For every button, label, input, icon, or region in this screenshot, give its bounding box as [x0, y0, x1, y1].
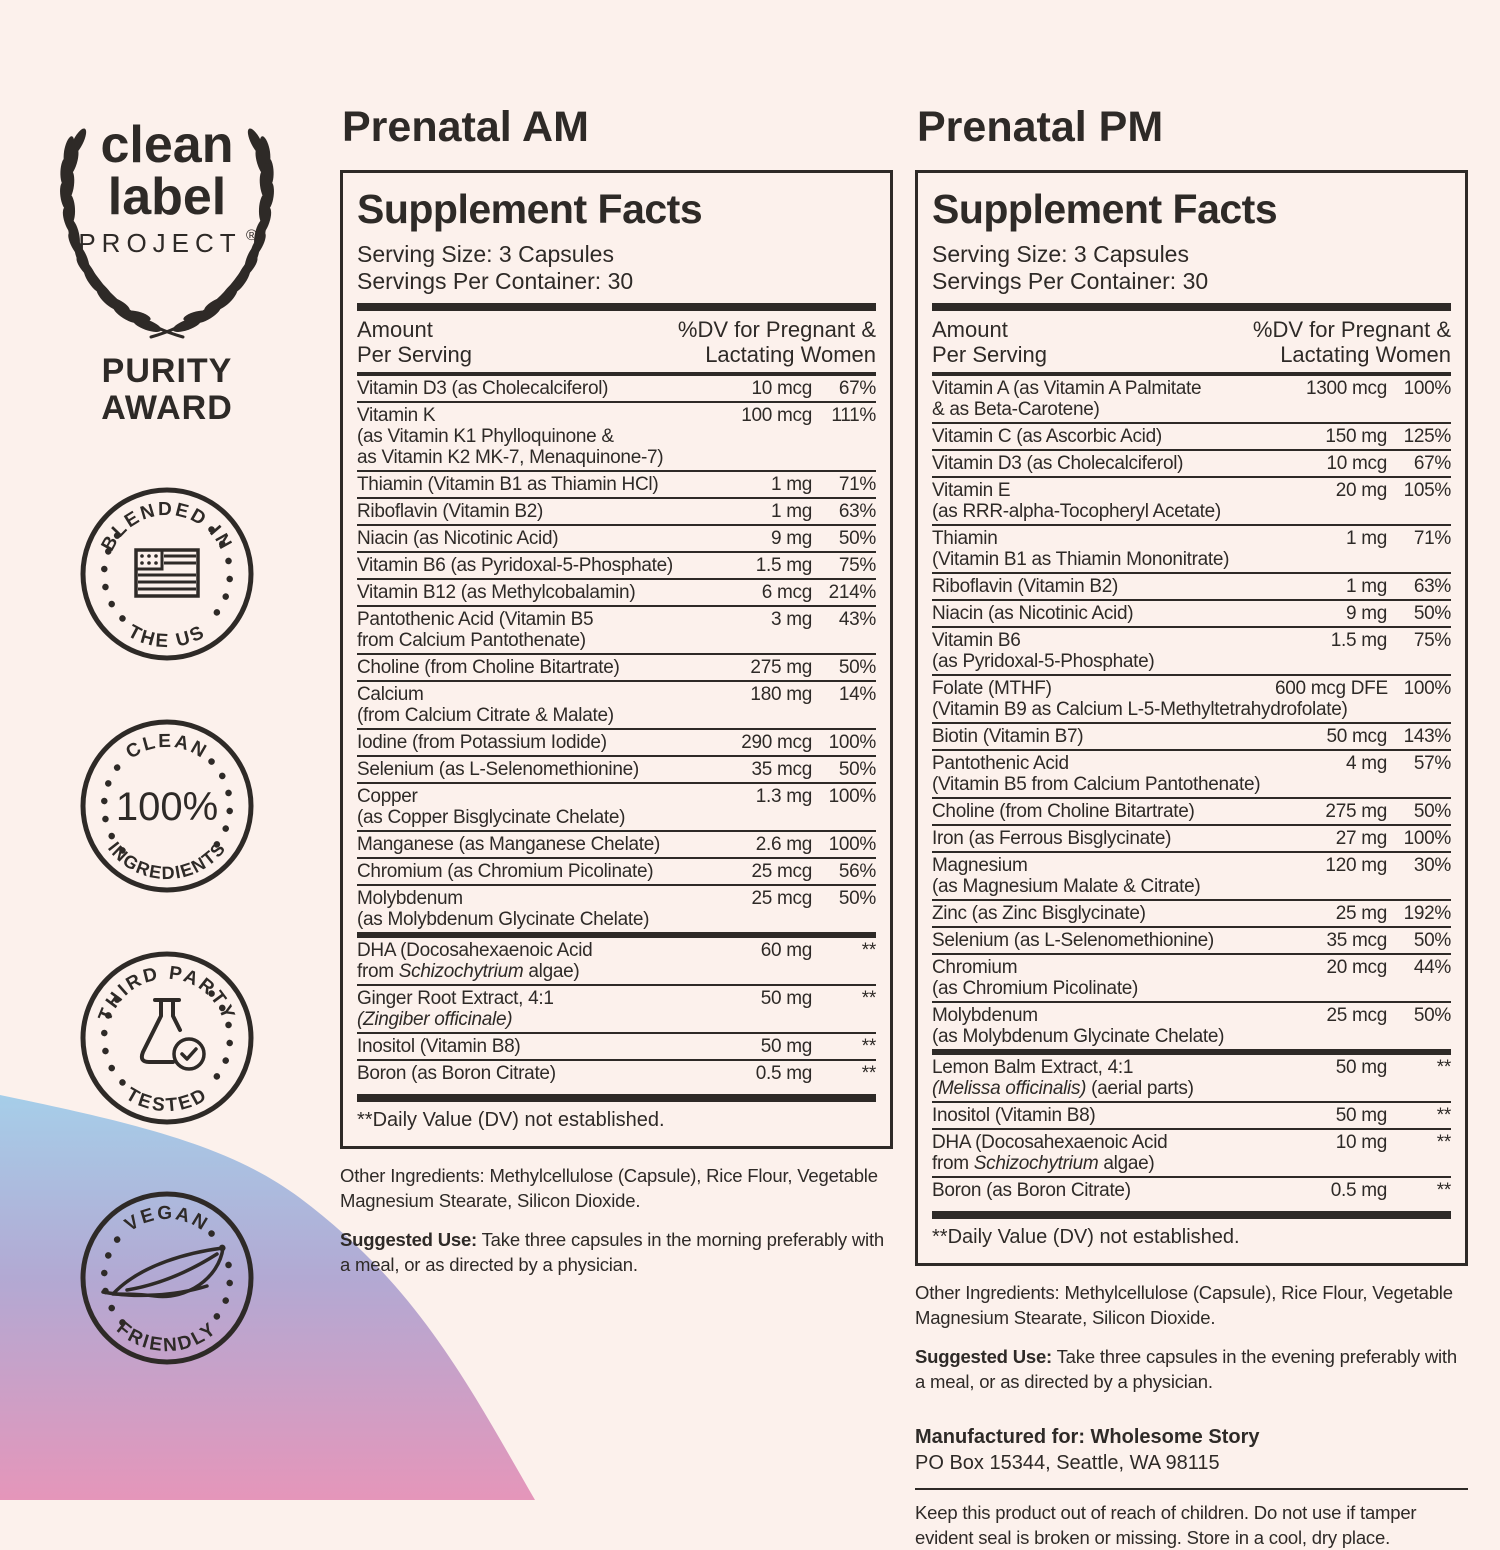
- nutrient-dv: 100%: [1403, 828, 1451, 849]
- table-row: [932, 1049, 1451, 1101]
- nutrient-name: Thiamin (Vitamin B1 as Thiamin Mononitrate): [932, 528, 1230, 570]
- nutrient-dv: 14%: [838, 684, 876, 705]
- nutrient-dv: 75%: [838, 555, 876, 576]
- nutrient-name: Riboflavin (Vitamin B2): [357, 501, 543, 522]
- nutrient-table: [932, 376, 1451, 1203]
- nutrient-name: Vitamin A (as Vitamin A Palmitate & as Beta-Carotene): [932, 378, 1202, 420]
- other-ingredients: Other Ingredients: Methylcellulose (Capsule), Rice Flour, Vegetable Magnesium Stearate, Silicon Dioxide.: [915, 1282, 1453, 1328]
- nutrient-name: Manganese (as Manganese Chelate): [357, 834, 661, 855]
- nutrient-name: Boron (as Boron Citrate): [932, 1180, 1131, 1201]
- table-row: [932, 449, 1451, 476]
- nutrient-name: Vitamin B12 (as Methylcobalamin): [357, 582, 636, 603]
- svg-text:VEGAN: [121, 1203, 212, 1236]
- nutrient-dv: 143%: [1403, 726, 1451, 747]
- table-row: [357, 524, 876, 551]
- table-row: [932, 476, 1451, 524]
- nutrient-amount: 10 mg: [1335, 1132, 1387, 1153]
- nutrient-name: Lemon Balm Extract, 4:1 (Melissa officinalis) (aerial parts): [932, 1057, 1194, 1099]
- nutrient-amount: 50 mg: [760, 988, 812, 1009]
- purity-award-text: PURITY AWARD: [101, 352, 233, 427]
- suggested-use: Suggested Use: Take three capsules in the evening preferably with a meal, or as directed by a physician.: [915, 1346, 1457, 1392]
- table-row: [357, 755, 876, 782]
- manufactured-for: Manufactured for: Wholesome Story: [915, 1426, 1260, 1448]
- nutrient-name: Choline (from Choline Bitartrate): [357, 657, 620, 678]
- panel-title-pm: Prenatal PM: [917, 103, 1164, 151]
- table-row: [932, 1176, 1451, 1203]
- table-row: [357, 728, 876, 755]
- us-flag-icon: [136, 550, 198, 596]
- vegan-friendly-badge: [79, 1190, 255, 1366]
- nutrient-name: Copper (as Copper Bisglycinate Chelate): [357, 786, 626, 828]
- clp-word-clean: clean: [100, 116, 234, 174]
- nutrient-dv: 67%: [838, 378, 876, 399]
- nutrient-amount: 35 mcg: [751, 759, 812, 780]
- nutrient-name: Vitamin B6 (as Pyridoxal-5-Phosphate): [932, 630, 1155, 672]
- nutrient-dv: 50%: [1413, 801, 1451, 822]
- table-row: [357, 653, 876, 680]
- badge-bottom-label: TESTED: [122, 1083, 212, 1117]
- manufacturer-address: PO Box 15344, Seattle, WA 98115: [915, 1452, 1220, 1474]
- badge-bottom-label: FRIENDLY: [112, 1317, 222, 1357]
- badge-top-label: BLENDED IN: [97, 498, 237, 555]
- nutrient-amount: 275 mg: [750, 657, 812, 678]
- nutrient-dv: 71%: [838, 474, 876, 495]
- nutrient-name: Iron (as Ferrous Bisglycinate): [932, 828, 1172, 849]
- nutrient-dv: 67%: [1413, 453, 1451, 474]
- nutrient-amount: 120 mg: [1325, 855, 1387, 876]
- table-row: [932, 1001, 1451, 1049]
- serving-size: Serving Size: 3 Capsules: [932, 241, 1189, 267]
- clp-word-project: PROJECT: [78, 228, 242, 258]
- facts-title: Supplement Facts: [932, 186, 1278, 232]
- nutrient-dv: 111%: [831, 405, 876, 426]
- table-row: [357, 984, 876, 1032]
- nutrient-name: Selenium (as L-Selenomethionine): [932, 930, 1214, 951]
- nutrient-name: Biotin (Vitamin B7): [932, 726, 1084, 747]
- table-row: [932, 1128, 1451, 1176]
- nutrient-dv: 44%: [1413, 957, 1451, 978]
- table-row: [357, 680, 876, 728]
- nutrient-amount: 275 mg: [1325, 801, 1387, 822]
- nutrient-dv: 100%: [1403, 378, 1451, 399]
- nutrient-dv: 50%: [1413, 603, 1451, 624]
- table-row: [357, 470, 876, 497]
- nutrient-amount: 1 mg: [770, 501, 812, 522]
- table-row: [932, 599, 1451, 626]
- table-row: [932, 572, 1451, 599]
- nutrient-name: Molybdenum (as Molybdenum Glycinate Chelate): [357, 888, 650, 930]
- nutrient-dv: 100%: [828, 732, 876, 753]
- nutrient-name: Ginger Root Extract, 4:1 (Zingiber officinale): [357, 988, 554, 1030]
- nutrient-dv: 50%: [838, 759, 876, 780]
- nutrient-amount: 4 mg: [1345, 753, 1387, 774]
- nutrient-amount: 0.5 mg: [1330, 1180, 1387, 1201]
- nutrient-amount: 10 mcg: [751, 378, 812, 399]
- supplement-facts-panel-pm: [915, 170, 1468, 1266]
- nutrient-dv: 100%: [828, 786, 876, 807]
- nutrient-dv: **: [1436, 1132, 1451, 1153]
- nutrient-amount: 1.3 mg: [755, 786, 812, 807]
- nutrient-name: Inositol (Vitamin B8): [357, 1036, 521, 1057]
- table-row: [357, 830, 876, 857]
- nutrient-amount: 1 mg: [1345, 576, 1387, 597]
- table-row: [357, 1059, 876, 1086]
- nutrient-amount: 600 mcg DFE: [1275, 678, 1388, 699]
- nutrient-amount: 60 mg: [760, 940, 812, 961]
- panel-title-am: Prenatal AM: [342, 103, 589, 151]
- nutrient-amount: 20 mcg: [1326, 957, 1387, 978]
- nutrient-name: Molybdenum (as Molybdenum Glycinate Chelate): [932, 1005, 1225, 1047]
- nutrient-name: Boron (as Boron Citrate): [357, 1063, 556, 1084]
- table-row: [932, 524, 1451, 572]
- clean-label-project-badge: [24, 104, 310, 427]
- table-row: [932, 824, 1451, 851]
- nutrient-amount: 2.6 mg: [755, 834, 812, 855]
- registered-mark: ®: [246, 227, 258, 244]
- nutrient-name: DHA (Docosahexaenoic Acid from Schizochytrium algae): [357, 940, 593, 982]
- table-row: [932, 797, 1451, 824]
- nutrient-name: Vitamin C (as Ascorbic Acid): [932, 426, 1162, 447]
- nutrient-amount: 6 mcg: [761, 582, 812, 603]
- nutrient-name: Magnesium (as Magnesium Malate & Citrate): [932, 855, 1201, 897]
- third-party-tested-badge: [79, 950, 255, 1126]
- table-row: [932, 851, 1451, 899]
- blended-in-us-badge: [79, 486, 255, 662]
- nutrient-amount: 50 mg: [760, 1036, 812, 1057]
- nutrient-name: Vitamin D3 (as Cholecalciferol): [932, 453, 1184, 474]
- table-row: [932, 899, 1451, 926]
- nutrient-name: Selenium (as L-Selenomethionine): [357, 759, 639, 780]
- nutrient-amount: 25 mg: [1335, 903, 1387, 924]
- nutrient-name: Vitamin D3 (as Cholecalciferol): [357, 378, 609, 399]
- column-headers: Amount Per Serving %DV for Pregnant & Lactating Women: [357, 317, 876, 367]
- nutrient-dv: 57%: [1413, 753, 1451, 774]
- nutrient-name: Folate (MTHF) (Vitamin B9 as Calcium L-5-Methyltetrahydrofolate): [932, 678, 1348, 720]
- nutrient-name: Riboflavin (Vitamin B2): [932, 576, 1118, 597]
- nutrient-dv: 214%: [828, 582, 876, 603]
- nutrient-dv: 105%: [1403, 480, 1451, 501]
- nutrient-amount: 25 mcg: [751, 888, 812, 909]
- nutrient-dv: 50%: [1413, 930, 1451, 951]
- nutrient-dv: 30%: [1413, 855, 1451, 876]
- svg-text:THE US: [124, 621, 209, 652]
- nutrient-name: Iodine (from Potassium Iodide): [357, 732, 607, 753]
- nutrient-dv: **: [1436, 1057, 1451, 1078]
- suggested-use: Suggested Use: Take three capsules in the morning preferably with a meal, or as directed by a physician.: [340, 1229, 884, 1275]
- nutrient-amount: 50 mcg: [1326, 726, 1387, 747]
- nutrient-name: DHA (Docosahexaenoic Acid from Schizochytrium algae): [932, 1132, 1168, 1174]
- table-row: [357, 551, 876, 578]
- nutrient-dv: 100%: [828, 834, 876, 855]
- table-row: [932, 674, 1451, 722]
- table-row: [932, 1101, 1451, 1128]
- clean-ingredients-badge: [79, 718, 255, 894]
- nutrient-amount: 100 mcg: [741, 405, 812, 426]
- table-row: [357, 401, 876, 470]
- table-row: [932, 953, 1451, 1001]
- prenatal-am-column: [340, 104, 893, 1277]
- supplement-facts-panel-am: [340, 170, 893, 1149]
- table-row: [357, 857, 876, 884]
- table-row: [932, 422, 1451, 449]
- nutrient-table: [357, 376, 876, 1086]
- divider-thick: [932, 303, 1451, 311]
- table-row: [357, 605, 876, 653]
- badge-top-label: THIRD PARTY: [94, 962, 240, 1025]
- dv-footnote: **Daily Value (DV) not established.: [357, 1109, 665, 1131]
- divider-thick: [357, 1094, 876, 1102]
- table-row: [932, 749, 1451, 797]
- divider-thick: [932, 1211, 1451, 1219]
- dv-footnote: **Daily Value (DV) not established.: [932, 1226, 1240, 1248]
- prenatal-pm-column: [915, 104, 1468, 1550]
- table-row: [932, 926, 1451, 953]
- serving-size: Serving Size: 3 Capsules: [357, 241, 614, 267]
- nutrient-dv: 50%: [838, 528, 876, 549]
- clp-word-label: label: [107, 168, 227, 226]
- nutrient-name: Niacin (as Nicotinic Acid): [932, 603, 1134, 624]
- nutrient-dv: **: [1436, 1180, 1451, 1201]
- badge-top-label: CLEAN: [122, 730, 212, 764]
- nutrient-amount: 20 mg: [1335, 480, 1387, 501]
- nutrient-dv: 75%: [1413, 630, 1451, 651]
- flask-icon: [142, 1000, 204, 1069]
- nutrient-dv: 50%: [1413, 1005, 1451, 1026]
- manufacturer-info: [915, 1424, 1468, 1476]
- table-row: [932, 376, 1451, 422]
- nutrient-amount: 1.5 mg: [755, 555, 812, 576]
- nutrient-name: Niacin (as Nicotinic Acid): [357, 528, 559, 549]
- nutrient-amount: 1300 mcg: [1305, 378, 1387, 399]
- nutrient-amount: 27 mg: [1335, 828, 1387, 849]
- nutrient-dv: 56%: [838, 861, 876, 882]
- safety-warning: Keep this product out of reach of children. Do not use if tamper evident seal is broken or missing. Store in a cool, dry place.: [915, 1502, 1417, 1548]
- nutrient-amount: 35 mcg: [1326, 930, 1387, 951]
- table-row: [932, 626, 1451, 674]
- nutrient-amount: 9 mg: [770, 528, 812, 549]
- table-row: [357, 782, 876, 830]
- table-row: [357, 1032, 876, 1059]
- nutrient-dv: 50%: [838, 888, 876, 909]
- nutrient-name: Chromium (as Chromium Picolinate): [932, 957, 1139, 999]
- table-row: [932, 722, 1451, 749]
- nutrient-amount: 150 mg: [1325, 426, 1387, 447]
- nutrient-dv: 63%: [1413, 576, 1451, 597]
- nutrient-dv: **: [861, 1063, 876, 1084]
- nutrient-dv: 71%: [1413, 528, 1451, 549]
- nutrient-name: Vitamin K (as Vitamin K1 Phylloquinone & as Vitamin K2 MK-7, Menaquinone-7): [357, 405, 664, 468]
- nutrient-amount: 3 mg: [770, 609, 812, 630]
- nutrient-amount: 25 mcg: [1326, 1005, 1387, 1026]
- nutrient-dv: **: [861, 940, 876, 961]
- nutrient-amount: 0.5 mg: [755, 1063, 812, 1084]
- nutrient-amount: 50 mg: [1335, 1057, 1387, 1078]
- servings-per-container: Servings Per Container: 30: [932, 268, 1209, 294]
- nutrient-name: Thiamin (Vitamin B1 as Thiamin HCl): [357, 474, 659, 495]
- badge-bottom-label: INGREDIENTS: [104, 837, 230, 884]
- table-row: [357, 376, 876, 401]
- nutrient-amount: 1 mg: [1345, 528, 1387, 549]
- table-row: [357, 932, 876, 984]
- servings-per-container: Servings Per Container: 30: [357, 268, 634, 294]
- badge-bottom-label: THE US: [124, 621, 210, 653]
- nutrient-amount: 1 mg: [770, 474, 812, 495]
- nutrient-name: Choline (from Choline Bitartrate): [932, 801, 1195, 822]
- divider-thick: [357, 303, 876, 311]
- footer-divider: [915, 1488, 1468, 1490]
- nutrient-name: Pantothenic Acid (Vitamin B5 from Calcium Pantothenate): [932, 753, 1261, 795]
- nutrient-amount: 9 mg: [1345, 603, 1387, 624]
- nutrient-dv: 125%: [1403, 426, 1451, 447]
- nutrient-name: Zinc (as Zinc Bisglycinate): [932, 903, 1146, 924]
- table-row: [357, 578, 876, 605]
- nutrient-name: Chromium (as Chromium Picolinate): [357, 861, 654, 882]
- table-row: [357, 884, 876, 932]
- leaf-icon: [103, 1248, 223, 1296]
- nutrient-dv: **: [861, 988, 876, 1009]
- nutrient-dv: 100%: [1403, 678, 1451, 699]
- nutrient-name: Vitamin E (as RRR-alpha-Tocopheryl Acetate): [932, 480, 1221, 522]
- nutrient-amount: 10 mcg: [1326, 453, 1387, 474]
- nutrient-amount: 1.5 mg: [1330, 630, 1387, 651]
- facts-title: Supplement Facts: [357, 186, 703, 232]
- svg-text:TESTED: [122, 1084, 212, 1116]
- nutrient-amount: 50 mg: [1335, 1105, 1387, 1126]
- laurel-wreath-icon: [24, 104, 310, 342]
- nutrient-dv: **: [1436, 1105, 1451, 1126]
- nutrient-name: Vitamin B6 (as Pyridoxal-5-Phosphate): [357, 555, 673, 576]
- nutrient-amount: 290 mcg: [741, 732, 812, 753]
- other-ingredients: Other Ingredients: Methylcellulose (Capsule), Rice Flour, Vegetable Magnesium Stearate, Silicon Dioxide.: [340, 1165, 878, 1211]
- svg-text:CLEAN: [122, 731, 211, 763]
- nutrient-amount: 25 mcg: [751, 861, 812, 882]
- nutrient-dv: **: [861, 1036, 876, 1057]
- nutrient-name: Calcium (from Calcium Citrate & Malate): [357, 684, 614, 726]
- table-row: [357, 497, 876, 524]
- column-headers: Amount Per Serving %DV for Pregnant & Lactating Women: [932, 317, 1451, 367]
- nutrient-name: Inositol (Vitamin B8): [932, 1105, 1096, 1126]
- nutrient-dv: 63%: [838, 501, 876, 522]
- nutrient-dv: 192%: [1403, 903, 1451, 924]
- nutrient-amount: 180 mg: [750, 684, 812, 705]
- nutrient-dv: 50%: [838, 657, 876, 678]
- nutrient-name: Pantothenic Acid (Vitamin B5 from Calcium Pantothenate): [357, 609, 594, 651]
- badge-top-label: VEGAN: [121, 1202, 213, 1236]
- hundred-percent-text: 100%: [115, 785, 219, 829]
- nutrient-dv: 43%: [838, 609, 876, 630]
